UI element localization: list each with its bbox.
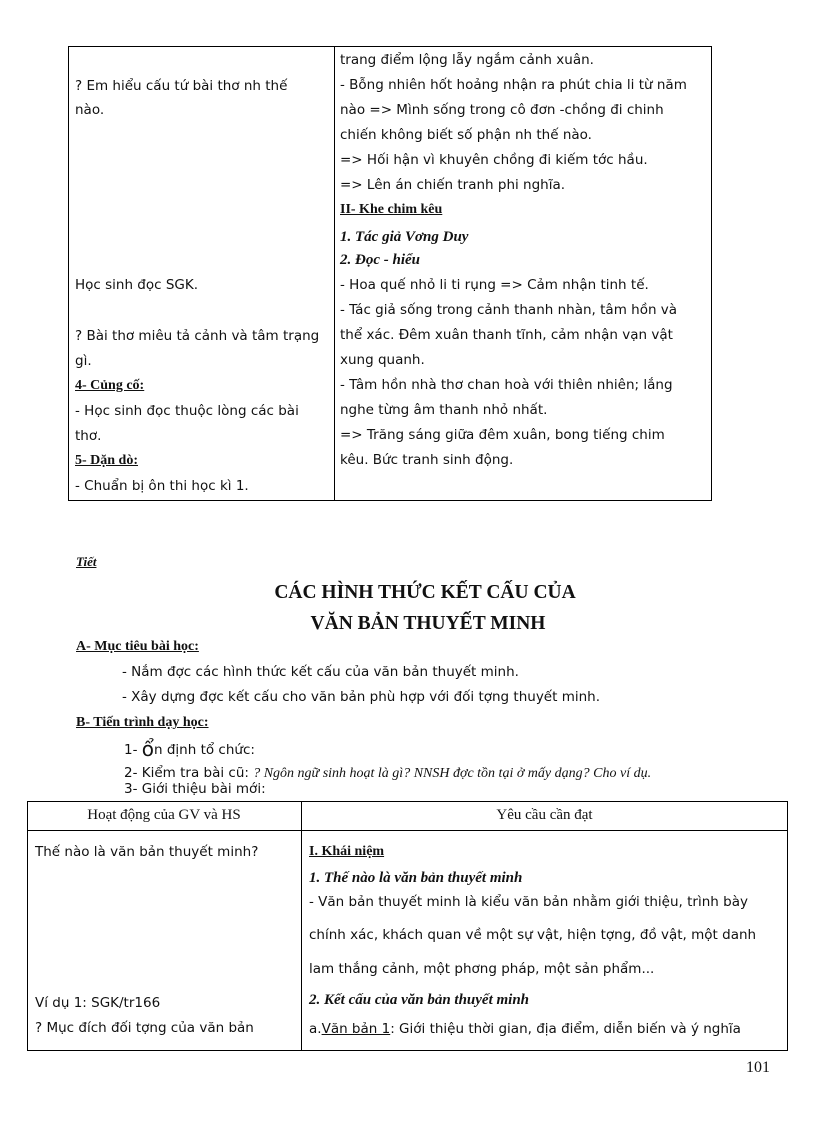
- objectives-heading: A- Mục tiêu bài học:: [76, 639, 199, 654]
- content-line: - Hoa quế nhỏ li ti rụng => Cảm nhận tinh tế.: [340, 277, 649, 293]
- lesson-title-line2: VĂN BẢN THUYẾT MINH: [310, 613, 546, 634]
- content-line: xung quanh.: [340, 352, 425, 368]
- content-line: => Lên án chiến tranh phi nghĩa.: [340, 177, 566, 193]
- column-divider: [301, 802, 302, 1050]
- content-line: - Tác giả sống trong cảnh thanh nhàn, tâm hồn và: [340, 302, 678, 318]
- subheading: 1. Thế nào là văn bản thuyết minh: [309, 870, 523, 886]
- text-1-prefix: a.: [309, 1021, 322, 1037]
- reading-heading: 2. Đọc - hiểu: [340, 252, 420, 268]
- content-line: thể xác. Đêm xuân thanh tĩnh, cảm nhận vạn vật: [340, 327, 673, 343]
- content-line: chiến không biết số phận nh thế nào.: [340, 127, 592, 143]
- definition-line: chính xác, khách quan về một sự vật, hiện tợng, đồ vật, một danh: [309, 927, 757, 943]
- step-1: [124, 738, 255, 759]
- content-line: trang điểm lộng lẫy ngắm cảnh xuân.: [340, 52, 594, 68]
- definition-line: - Văn bản thuyết minh là kiểu văn bản nhằm giới thiệu, trình bày: [309, 894, 748, 910]
- period-label: Tiết: [76, 554, 97, 569]
- objective-item: - Nắm đợc các hình thức kết cấu của văn bản thuyết minh.: [122, 664, 519, 680]
- question-text: ? Em hiểu cấu tứ bài thơ nh thế: [75, 78, 288, 94]
- column-header-requirements: Yêu cầu cần đạt: [496, 807, 593, 823]
- question-text: nào.: [75, 102, 105, 118]
- column-header-activity: Hoạt động của GV và HS: [87, 807, 241, 823]
- step-initial-glyph: ổ: [141, 737, 155, 761]
- section-heading-consolidate: 4- Củng cố:: [75, 378, 145, 393]
- page-number: 101: [746, 1059, 770, 1076]
- question-text: ? Mục đích đối tợng của văn bản: [35, 1020, 254, 1036]
- example-reference: Ví dụ 1: SGK/tr166: [35, 995, 161, 1011]
- content-line: => Trăng sáng giữa đêm xuân, bong tiếng chim: [340, 427, 665, 443]
- text-1-description: : Giới thiệu thời gian, địa điểm, diễn biến và ý nghĩa: [390, 1021, 741, 1037]
- process-heading: B- Tiến trình dạy học:: [76, 715, 209, 730]
- lesson-title-line1: CÁC HÌNH THỨC KẾT CẤU CỦA: [274, 582, 576, 603]
- step-text: 2- Kiểm tra bài cũ:: [124, 765, 254, 781]
- consolidate-text: thơ.: [75, 428, 102, 444]
- consolidate-text: - Học sinh đọc thuộc lòng các bài: [75, 403, 299, 419]
- definition-line: lam thắng cảnh, một phơng pháp, một sản phẩm...: [309, 961, 655, 977]
- question-text: gì.: [75, 353, 92, 369]
- text-1-line: [309, 1020, 741, 1038]
- step-3: 3- Giới thiệu bài mới:: [124, 781, 266, 797]
- question-text: ? Bài thơ miêu tả cảnh và tâm trạng: [75, 328, 320, 344]
- content-line: - Tâm hồn nhà thơ chan hoà với thiên nhiên; lắng: [340, 377, 673, 393]
- text-1-label: Văn bản 1: [321, 1021, 391, 1037]
- instruction-text: Học sinh đọc SGK.: [75, 277, 199, 293]
- author-heading: 1. Tác giả Vơng Duy: [340, 229, 469, 245]
- objective-item: - Xây dựng đợc kết cấu cho văn bản phù hợp với đối tợng thuyết minh.: [122, 689, 600, 705]
- section-heading-homework: 5- Dặn dò:: [75, 453, 139, 468]
- column-divider: [334, 47, 335, 500]
- content-line: nghe từng âm thanh nhỏ nhất.: [340, 402, 548, 418]
- step-text: n định tổ chức:: [154, 742, 255, 758]
- homework-text: - Chuẩn bị ôn thi học kì 1.: [75, 478, 249, 494]
- content-line: => Hối hận vì khuyên chồng đi kiếm tớc hầu.: [340, 152, 648, 168]
- content-line: kêu. Bức tranh sinh động.: [340, 452, 514, 468]
- content-line: nào => Mình sống trong cô đơn -chồng đi chinh: [340, 102, 664, 118]
- section-heading-poem: II- Khe chim kêu: [340, 202, 443, 217]
- header-divider: [28, 830, 787, 831]
- step-number: 1-: [124, 742, 142, 758]
- content-line: - Bỗng nhiên hốt hoảng nhận ra phút chia li từ năm: [340, 77, 687, 93]
- subheading: 2. Kết cấu của văn bản thuyết minh: [309, 992, 530, 1008]
- concept-heading: I. Khái niệm: [309, 844, 385, 859]
- review-question: ? Ngôn ngữ sinh hoạt là gì? NNSH đợc tồn tại ở mấy dạng? Cho ví dụ.: [253, 766, 652, 781]
- question-text: Thế nào là văn bản thuyết minh?: [35, 844, 259, 860]
